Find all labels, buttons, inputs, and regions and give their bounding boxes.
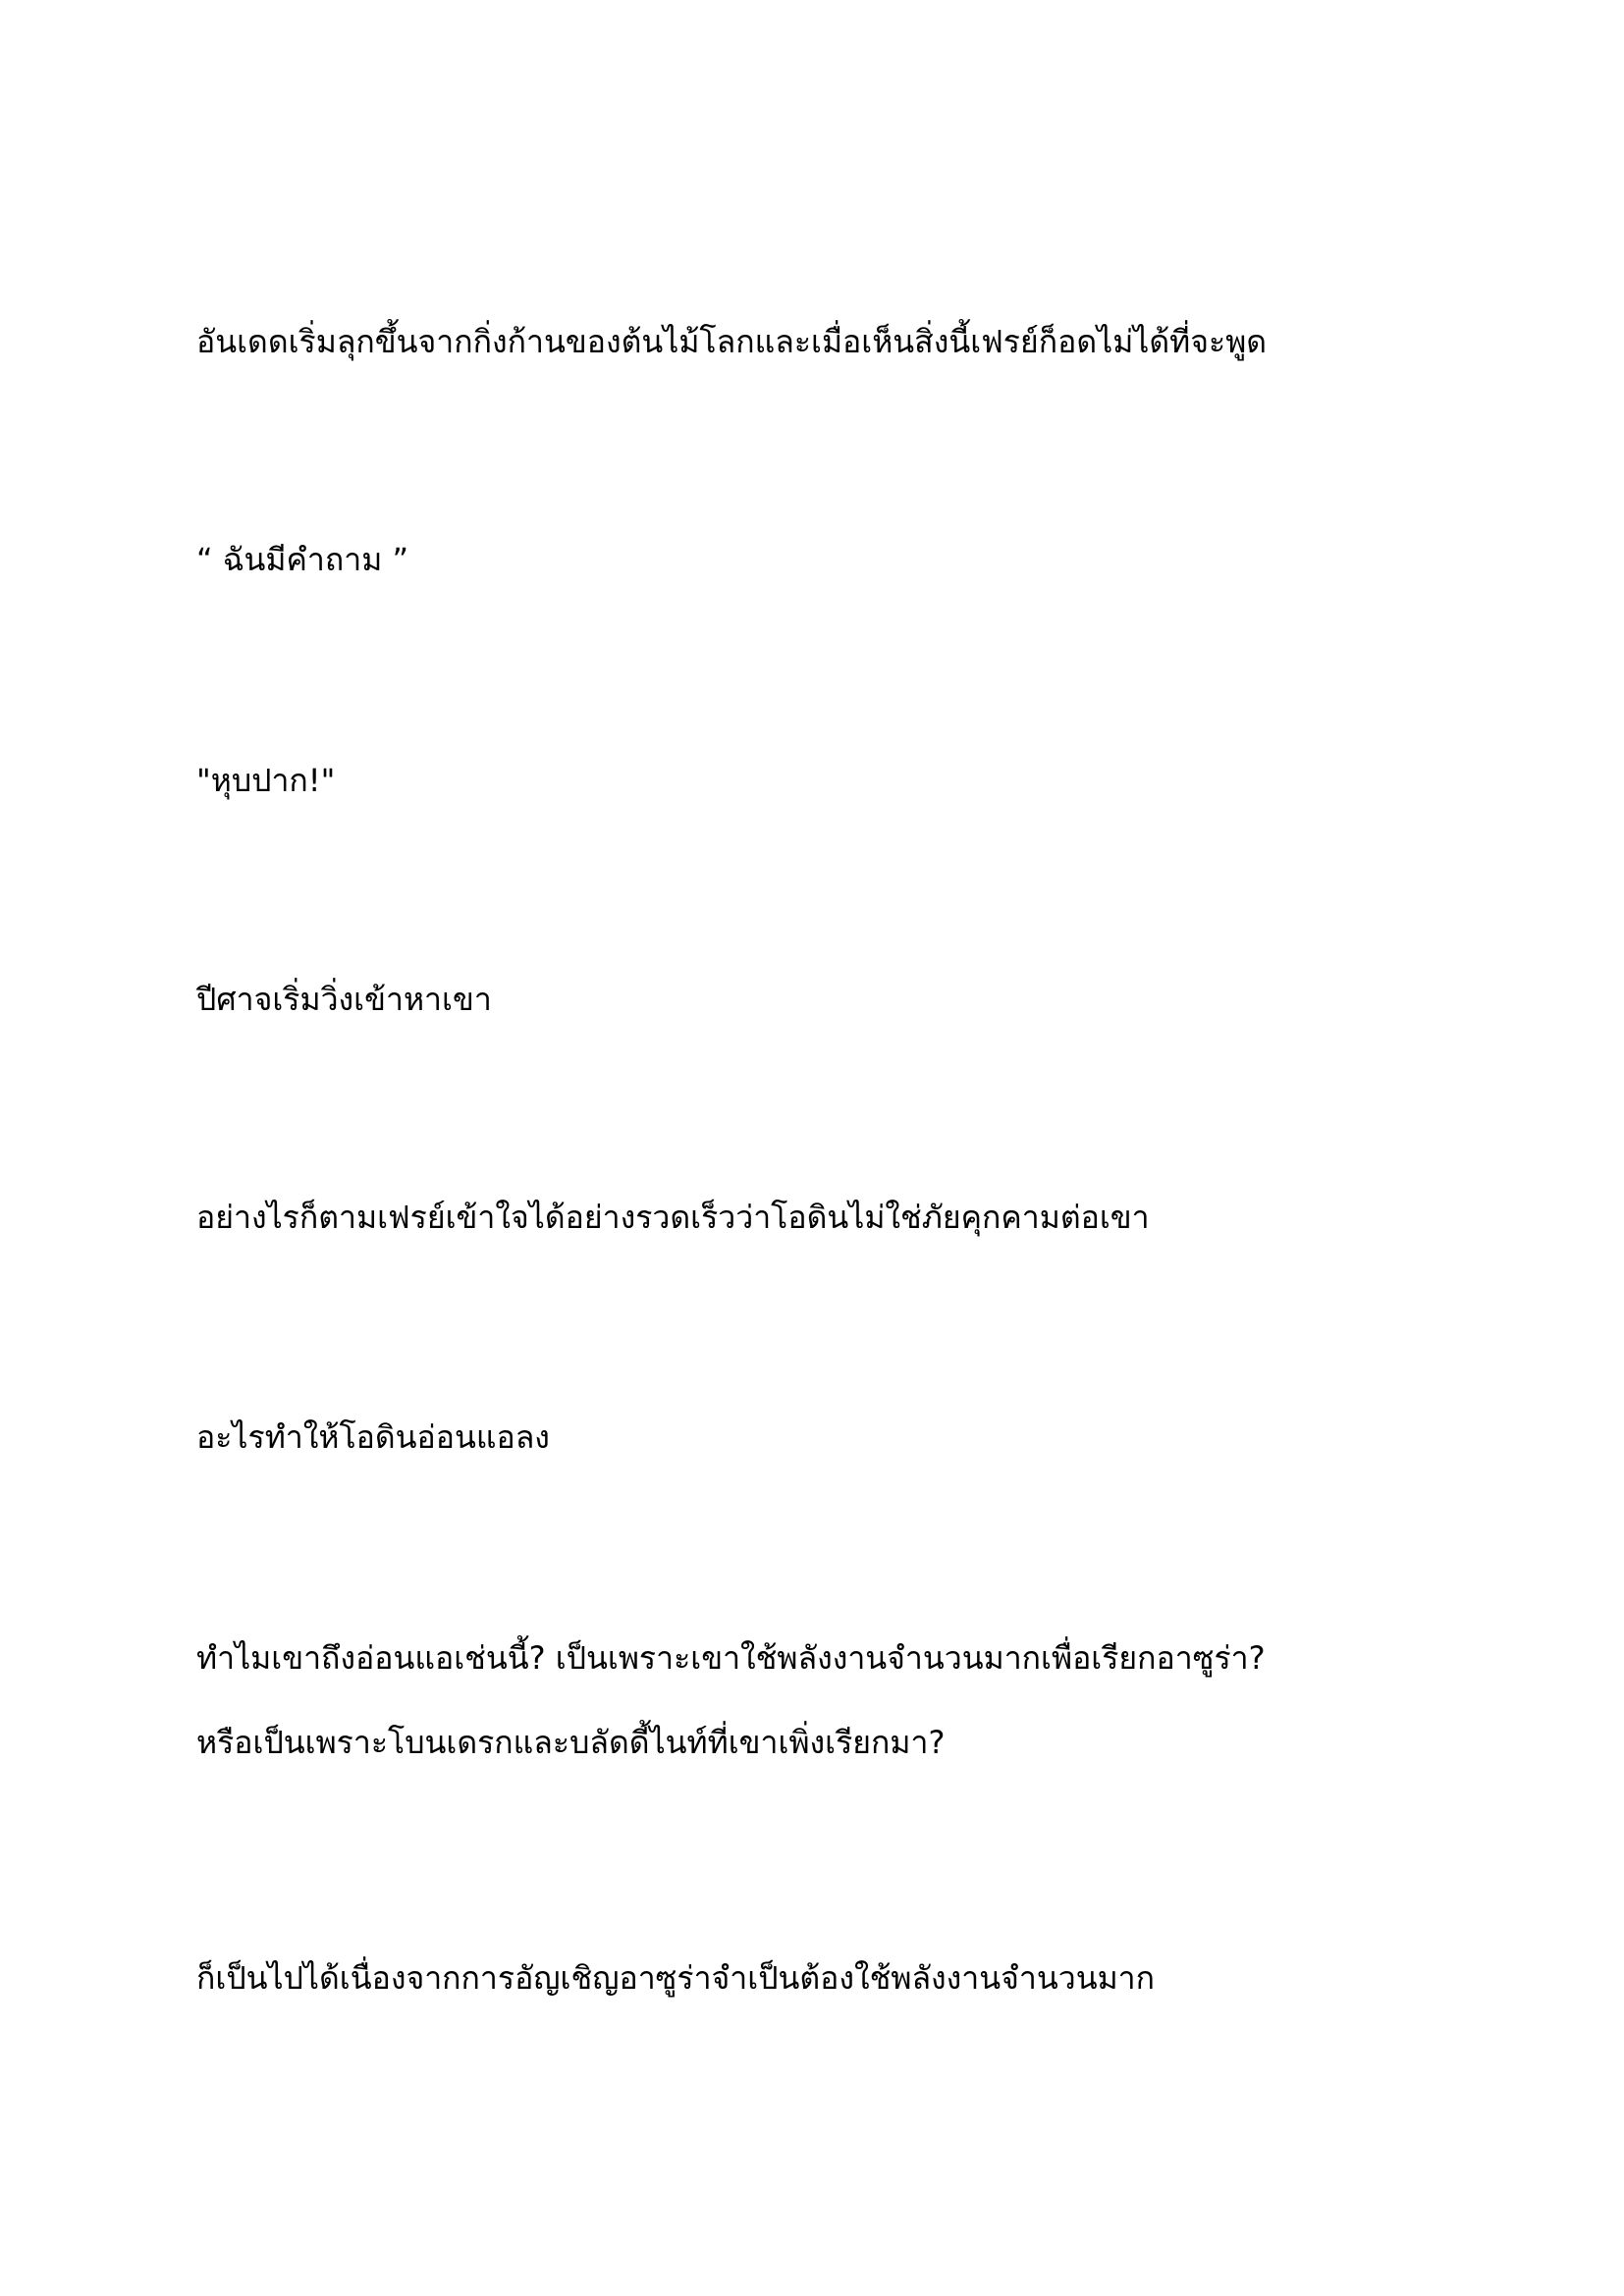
- text-line: "หุบปาก!": [196, 762, 336, 799]
- paragraph: [196, 1936, 1434, 2020]
- paragraph: [196, 1616, 1434, 1785]
- paragraph: [196, 517, 1434, 602]
- text-line: ปีศาจเริ่มวิ่งเข้าหาเขา: [196, 981, 492, 1018]
- text-line: ก็เป็นไปได้เนื่องจากการอัญเชิญอาซูร่าจำเป็นต้องใช้พลังงานจำนวนมาก: [196, 1959, 1156, 1997]
- paragraph: [196, 1175, 1434, 1259]
- text-line: อันเดดเริ่มลุกขึ้นจากกิ่งก้านของต้นไม้โลกและเมื่อเห็นสิ่งนี้เฟรย์ก็อดไม่ได้ที่จะพูด: [196, 323, 1268, 360]
- text-line: หรือเป็นเพราะโบนเดรกและบลัดดี้ไนท์ที่เขาเพิ่งเรียกมา?: [196, 1724, 946, 1761]
- text-line: อย่างไรก็ตามเฟรย์เข้าใจได้อย่างรวดเร็วว่าโอดินไม่ใช่ภัยคุกคามต่อเขา: [196, 1199, 1150, 1236]
- paragraph: [196, 1395, 1434, 1479]
- paragraph: [196, 738, 1434, 823]
- text-line: ทำไมเขาถึงอ่อนแอเช่นนี้? เป็นเพราะเขาใช้พลังงานจำนวนมากเพื่อเรียกอาซูร่า?: [196, 1639, 1266, 1677]
- paragraph: [196, 299, 1434, 384]
- text-line: อะไรทำให้โอดินอ่อนแอลง: [196, 1418, 550, 1456]
- text-line: “ ฉันมีคำถาม ”: [196, 541, 409, 578]
- paragraph: [196, 957, 1434, 1041]
